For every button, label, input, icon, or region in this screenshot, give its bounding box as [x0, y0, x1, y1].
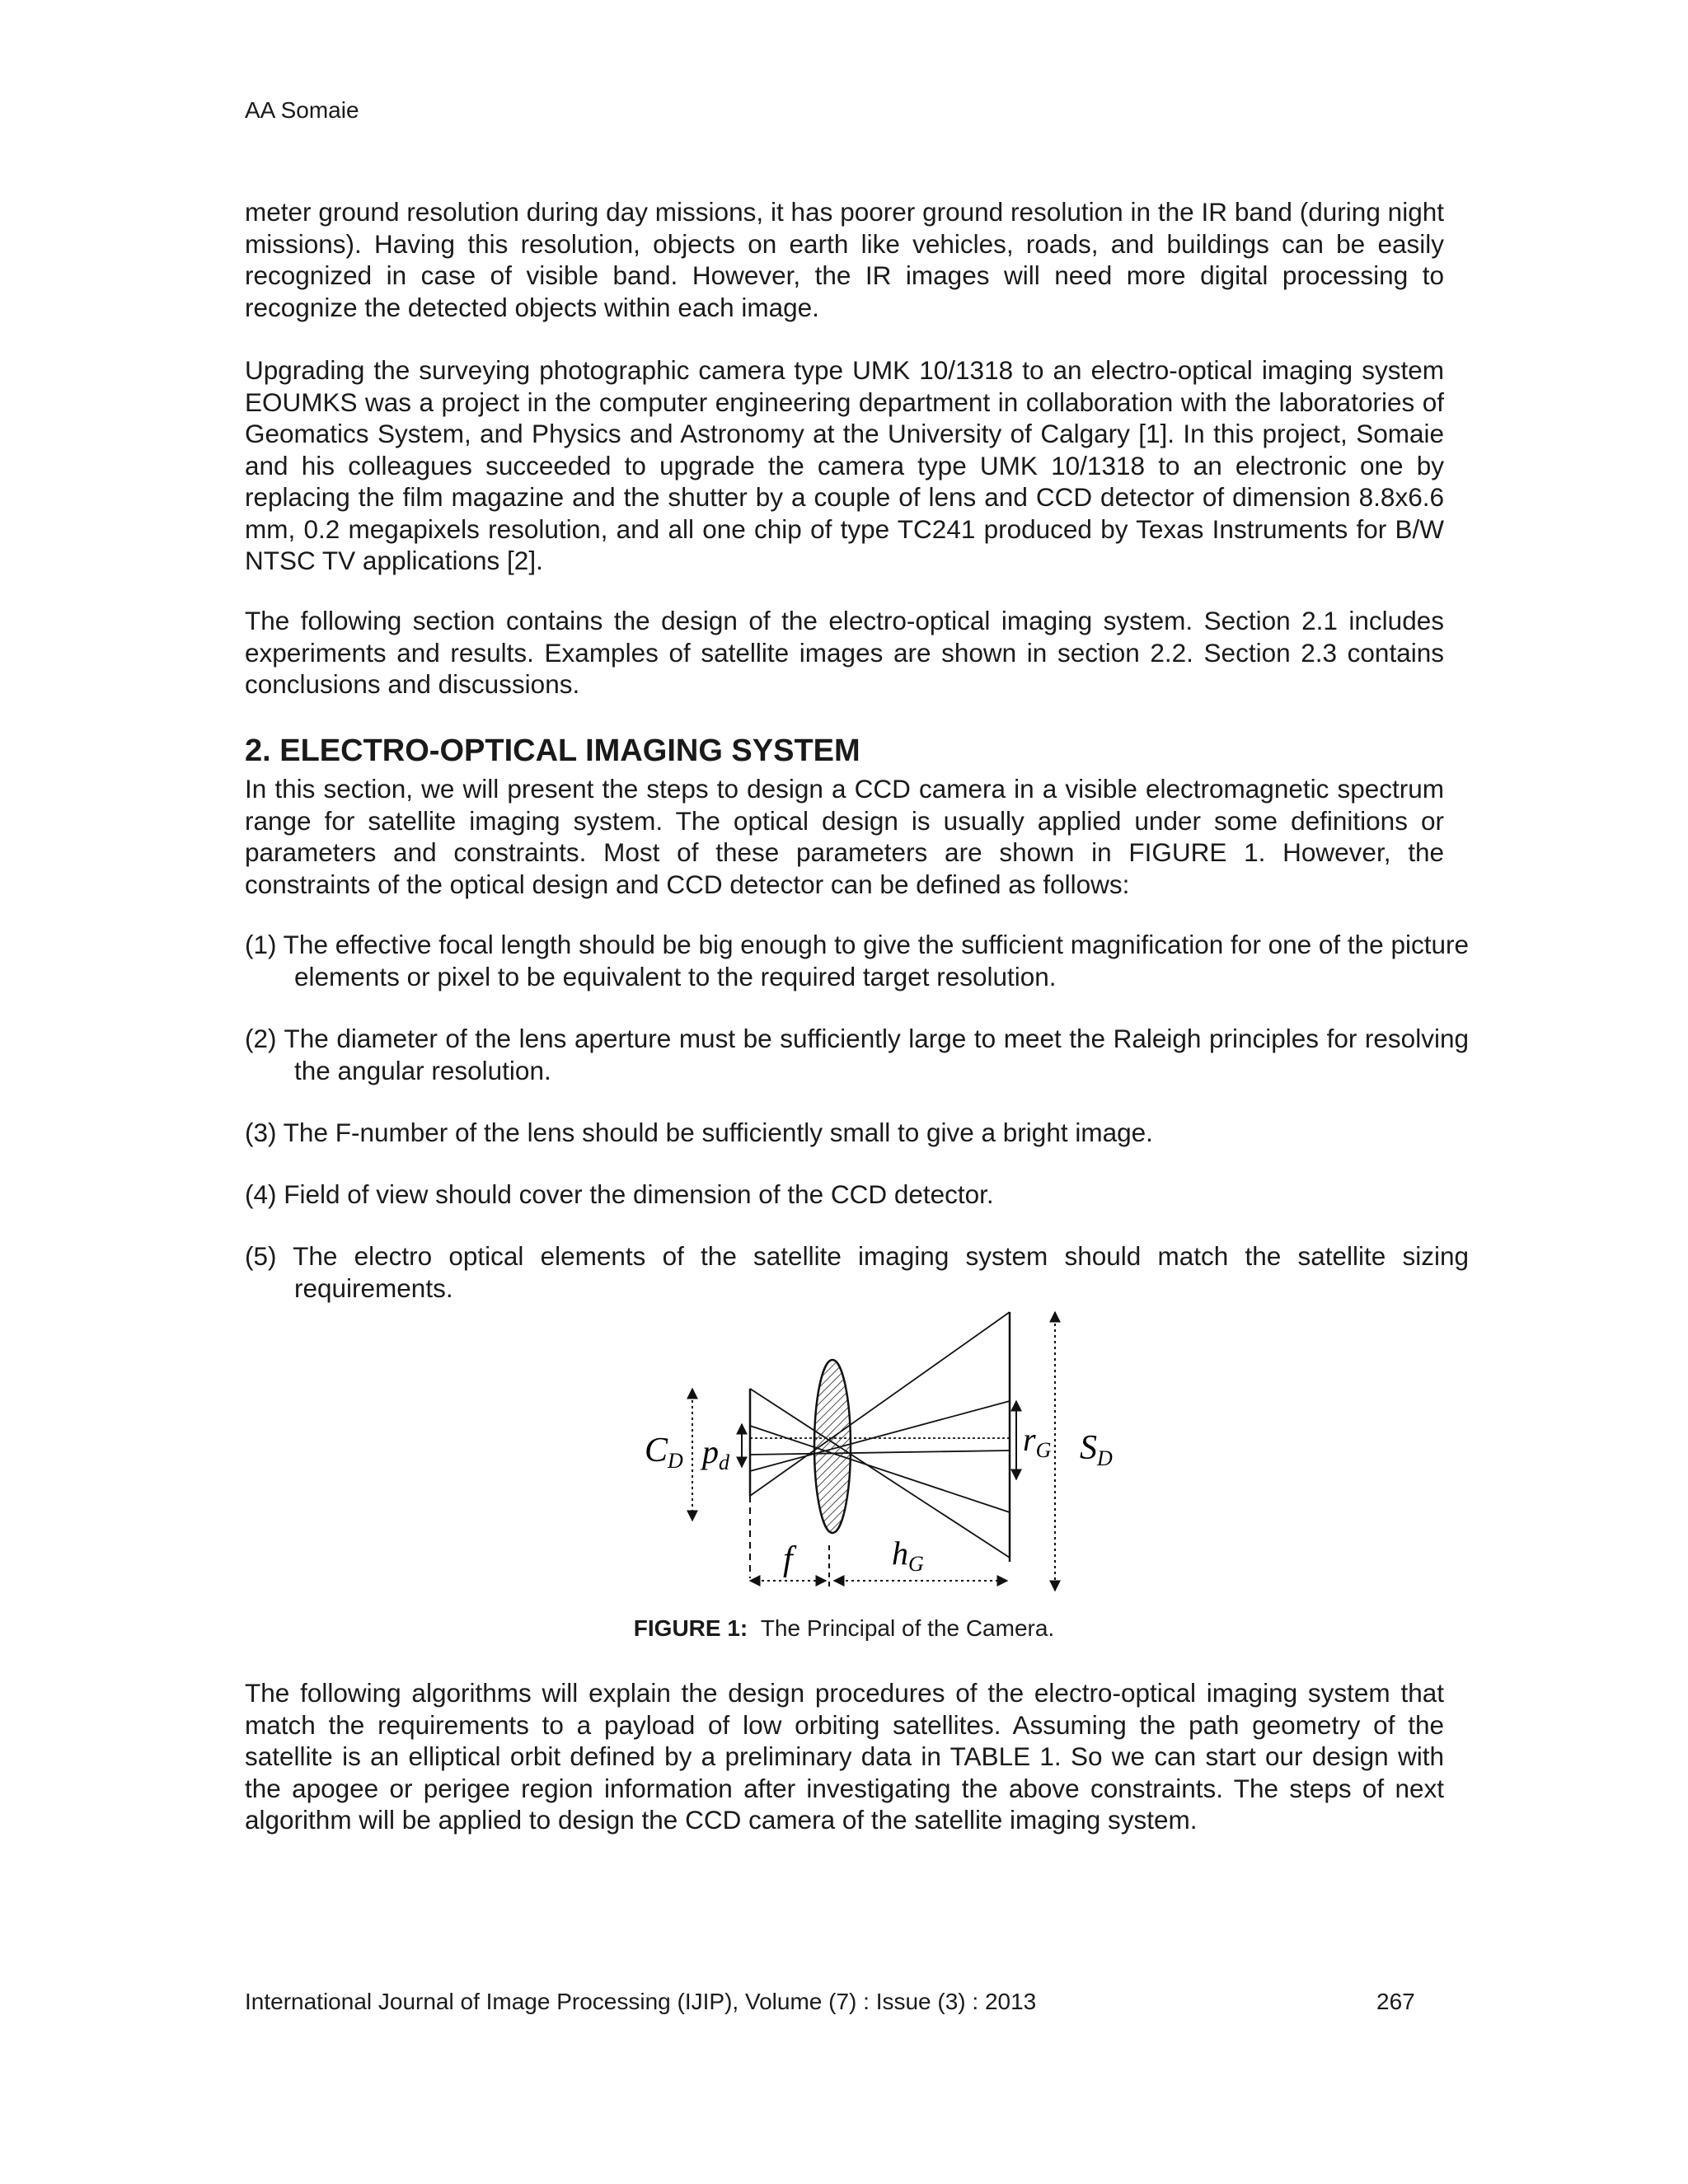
paragraph-3: The following section contains the design of the electro-optical imaging system. Section 2.1 includes experiments and results. Examples of satellite images are shown in section 2.2. Section 2.3 contains conclusions and discussions. — [245, 606, 1444, 699]
section-heading: 2. ELECTRO-OPTICAL IMAGING SYSTEM — [245, 733, 860, 768]
page-number: 267 — [1376, 1989, 1415, 2014]
sd-label: SD — [1080, 1429, 1113, 1470]
running-head-author: AA Somaie — [245, 97, 359, 123]
constraint-item-1: (1) The effective focal length should be big enough to give the sufficient magnification for one of the picture elements or pixel to be equivalent to the required target resolution. — [245, 930, 1469, 991]
footer-journal: International Journal of Image Processing (IJIP), Volume (7) : Issue (3) : 2013 — [245, 1989, 1037, 2014]
camera-principle-diagram — [635, 1302, 1129, 1607]
constraint-item-4: (4) Field of view should cover the dimension of the CCD detector. — [245, 1179, 994, 1209]
figure-caption-text: The Principal of the Camera. — [760, 1615, 1055, 1641]
cd-label: CD — [645, 1432, 683, 1473]
figure-caption — [0, 1615, 1688, 1642]
rg-label: $r_G$ — [1023, 1421, 1052, 1462]
figure-caption-label: FIGURE 1: — [633, 1615, 748, 1641]
paragraph-4: In this section, we will present the steps to design a CCD camera in a visible electromagnetic spectrum range for satellite imaging system. The optical design is usually applied under some definitions or parameters and constraints. Most of these parameters are shown in FIGURE 1. However, the constraints of the optical design and CCD detector can be defined as follows: — [245, 774, 1444, 899]
light-rays — [750, 1312, 1010, 1558]
f-label: f — [783, 1540, 793, 1578]
hg-label: $h_G$ — [892, 1535, 924, 1576]
constraint-item-5: (5) The electro optical elements of the satellite imaging system should match the satellite sizing requirements. — [245, 1241, 1469, 1303]
paragraph-2: Upgrading the surveying photographic camera type UMK 10/1318 to an electro-optical imaging system EOUMKS was a project in the computer engineering department in collaboration with the laboratories of Geomatics System, and Physics and Astronomy at the University of Calgary [1]. In this project, Somaie and his colleagues succeeded to upgrade the camera type UMK 10/1318 to an electronic one by replacing the film magazine and the shutter by a couple of lens and CCD detector of dimension 8.8x6.6 mm, 0.2 megapixels resolution, and all one chip of type TC241 produced by Texas Instruments for B/W NTSC TV applications [2]. — [245, 355, 1444, 575]
paragraph-1: meter ground resolution during day missions, it has poorer ground resolution in the IR band (during night missions). Having this resolution, objects on earth like vehicles, roads, and buildings can be easily recognized in case of visible band. However, the IR images will need more digital processing to recognize the detected objects within each image. — [245, 197, 1444, 322]
paragraph-5: The following algorithms will explain the design procedures of the electro-optical imaging system that match the requirements to a payload of low orbiting satellites. Assuming the path geometry of the satellite is an elliptical orbit defined by a preliminary data in TABLE 1. So we can start our design with the apogee or perigee region information after investigating the above constraints. The steps of next algorithm will be applied to design the CCD camera of the satellite imaging system. — [245, 1678, 1444, 1835]
pd-label: $p_d$ — [702, 1433, 729, 1474]
constraint-item-2: (2) The diameter of the lens aperture must be sufficiently large to meet the Raleigh principles for resolving the angular resolution. — [245, 1024, 1469, 1085]
lens — [814, 1360, 851, 1533]
constraint-item-3: (3) The F-number of the lens should be sufficiently small to give a bright image. — [245, 1118, 1153, 1147]
